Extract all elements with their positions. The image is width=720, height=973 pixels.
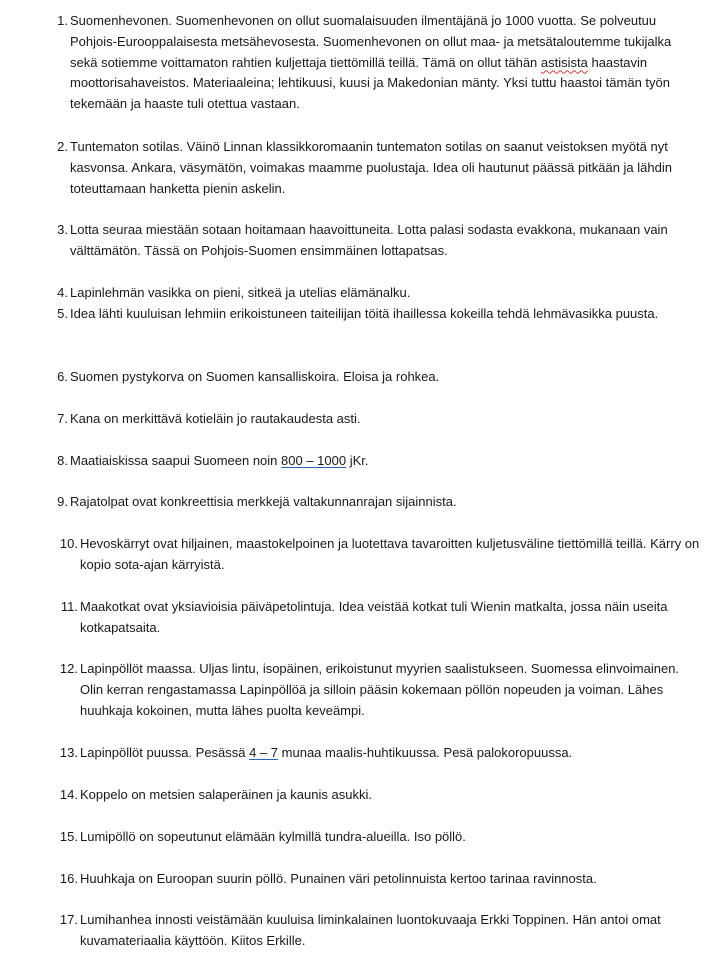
item-number: 5. <box>57 306 68 321</box>
item-number: 8. <box>57 453 68 468</box>
item-text: Maatiaiskissa saapui Suomeen noin 800 – 1000 jKr. <box>70 453 369 468</box>
list-item <box>0 869 702 890</box>
item-text: Koppelo on metsien salaperäinen ja kaunis asukki. <box>80 787 372 802</box>
item-number: 10. <box>59 536 78 551</box>
list-item <box>0 827 702 848</box>
item-text: Tuntematon sotilas. Väinö Linnan klassikkoromaanin tuntematon sotilas on saanut veistoksen myötä nyt kasvonsa. Ankara, väsymätön, voimakas maamme puolustaja. Idea oli hautunut päässä pitkään ja lähdin toteuttamaan hanketta pienin askelin. <box>70 139 672 196</box>
item-number: 15. <box>59 829 78 844</box>
list-item <box>0 137 702 199</box>
item-text: Maakotkat ovat yksiavioisia päiväpetolintuja. Idea veistää kotkat tuli Wienin matkalta, jossa näin useita kotkapatsaita. <box>80 599 668 635</box>
item-number: 14. <box>59 787 78 802</box>
year-range-link[interactable]: 800 – 1000 <box>281 453 347 468</box>
item-text: Lumipöllö on sopeutunut elämään kylmillä tundra-alueilla. Iso pöllö. <box>80 829 466 844</box>
item-text: Rajatolpat ovat konkreettisia merkkejä valtakunnanrajan sijainnista. <box>70 494 457 509</box>
item-number: 2. <box>57 139 68 154</box>
item-text: Lapinpöllöt puussa. Pesässä 4 – 7 munaa maalis-huhtikuussa. Pesä palokoropuussa. <box>80 745 573 760</box>
item-text: Idea lähti kuuluisan lehmiin erikoistuneen taiteilijan töitä ihaillessa kokeilla tehdä lehmävasikka puusta. <box>70 306 659 321</box>
list-item <box>0 492 702 513</box>
list-item <box>0 910 702 952</box>
list-item <box>0 451 702 472</box>
list-item <box>0 304 702 325</box>
list-item <box>0 11 702 115</box>
item-number: 13. <box>59 745 78 760</box>
item-text: Lapinpöllöt maassa. Uljas lintu, isopäinen, erikoistunut myyrien saalistukseen. Suomessa elinvoimainen. Olin kerran rengastamassa Lapinpöllöä ja silloin pääsin kokemaan pöllön nopeuden ja voiman. Lähes huuhkaja kokoinen, mutta lähes puolta keveämpi. <box>80 661 680 718</box>
item-number: 16. <box>59 871 78 886</box>
list-item <box>0 220 702 262</box>
list-item <box>0 743 702 764</box>
item-number: 1. <box>57 13 68 28</box>
item-number: 12. <box>59 661 78 676</box>
list-item <box>0 409 702 430</box>
item-number: 4. <box>57 285 68 300</box>
list-item <box>0 659 702 721</box>
item-number: 7. <box>57 411 68 426</box>
item-number: 3. <box>57 222 68 237</box>
list-item <box>0 534 702 576</box>
list-item <box>0 367 702 388</box>
list-item <box>0 597 702 639</box>
item-number: 9. <box>57 494 68 509</box>
item-text: Lotta seuraa miestään sotaan hoitamaan haavoittuneita. Lotta palasi sodasta evakkona, mukanaan vain välttämätön. Tässä on Pohjois-Suomen ensimmäinen lottapatsas. <box>70 222 668 258</box>
item-number: 6. <box>57 369 68 384</box>
item-text: Hevoskärryt ovat hiljainen, maastokelpoinen ja luotettava tavaroitten kuljetusväline tiettömillä teillä. Kärry on kopio sota-ajan kärryistä. <box>80 536 700 572</box>
list-item <box>0 283 702 304</box>
item-text: Suomenhevonen. Suomenhevonen on ollut suomalaisuuden ilmentäjänä jo 1000 vuotta. Se polveutuu Pohjois-Eurooppalaisesta metsähevosesta. Suomenhevonen on ollut maa- ja metsätaloutemme tukijalka sekä sotiemme voittamaton rahtien kuljettaja tiettömillä teillä. Tämä on ollut tähän astisista haastavin moottorisahaveistos. Materiaaleina; lehtikuusi, kuusi ja Makedonian mänty. Yksi tuttu haastoi tämän työn tekemään ja haaste tuli otettua vastaan. <box>70 13 672 112</box>
item-text: Kana on merkittävä kotieläin jo rautakaudesta asti. <box>70 411 361 426</box>
item-text: Huuhkaja on Euroopan suurin pöllö. Punainen väri petolinnuista kertoo tarinaa ravinnosta. <box>80 871 597 886</box>
item-text: Suomen pystykorva on Suomen kansalliskoira. Eloisa ja rohkea. <box>70 369 440 384</box>
item-number: 17. <box>59 912 78 927</box>
item-number: 11. <box>60 599 78 614</box>
item-text: Lapinlehmän vasikka on pieni, sitkeä ja utelias elämänalku. <box>70 285 411 300</box>
list-item <box>0 785 702 806</box>
spelling-flag: astisista <box>540 54 588 70</box>
item-text: Lumihanhea innosti veistämään kuuluisa liminkalainen luontokuvaaja Erkki Toppinen. Hän antoi omat kuvamateriaalia käyttöön. Kiitos Erkille. <box>80 912 661 948</box>
egg-count-link[interactable]: 4 – 7 <box>249 745 279 760</box>
